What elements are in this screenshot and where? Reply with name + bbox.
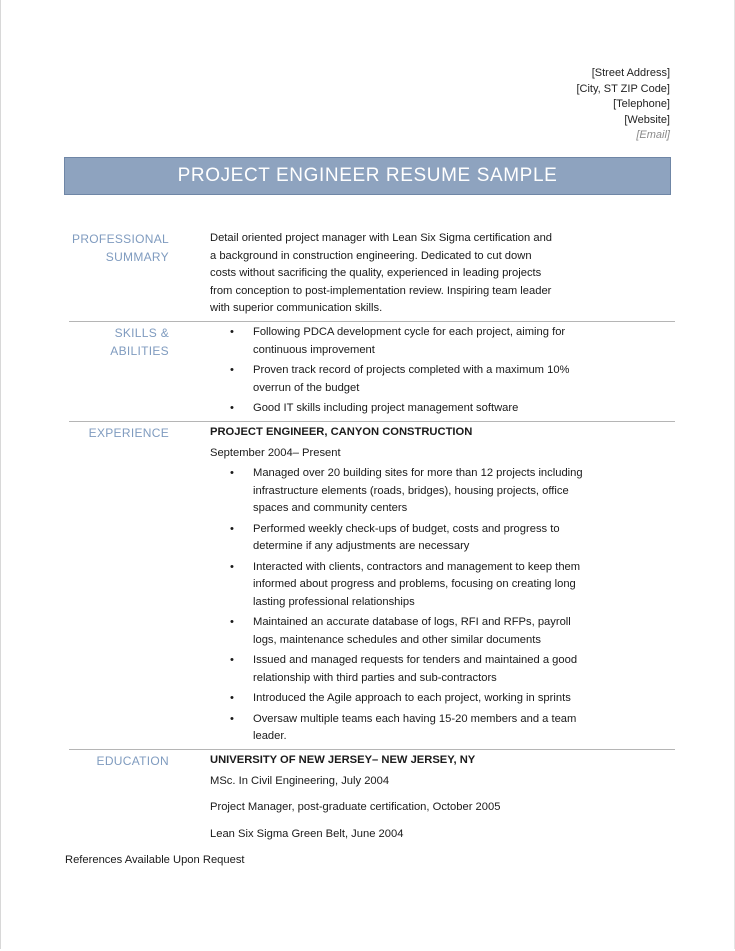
summary-label-line2: SUMMARY xyxy=(105,250,169,264)
bullet-icon: • xyxy=(230,560,234,573)
list-item xyxy=(210,521,583,556)
experience-text: Oversaw multiple teams each having 15-20 members and a team leader. xyxy=(253,712,577,742)
list-item xyxy=(210,690,583,708)
experience-text: Introduced the Agile approach to each project, working in sprints xyxy=(253,692,571,704)
city-state-zip: [City, ST ZIP Code] xyxy=(576,82,670,95)
email: [Email] xyxy=(636,129,670,141)
contact-block xyxy=(576,66,670,144)
list-item xyxy=(210,465,583,518)
certification-six-sigma: Lean Six Sigma Green Belt, June 2004 xyxy=(210,827,404,840)
skills-section xyxy=(69,321,675,422)
bullet-icon: • xyxy=(230,402,234,414)
bullet-icon: • xyxy=(230,616,234,628)
job-dates: September 2004– Present xyxy=(210,446,341,459)
website: [Website] xyxy=(624,113,670,126)
bullet-icon: • xyxy=(230,467,234,479)
skill-text: Good IT skills including project management software xyxy=(253,402,519,414)
experience-text: Interacted with clients, contractors and management to keep them informed about progress and problems, focusing on creating long lasting professional relationships xyxy=(253,560,581,608)
summary-section xyxy=(69,229,675,321)
telephone: [Telephone] xyxy=(613,98,670,110)
bullet-icon: • xyxy=(230,364,234,376)
degree: MSc. In Civil Engineering, July 2004 xyxy=(210,774,390,787)
summary-label xyxy=(69,230,169,266)
skill-text: Proven track record of projects completed with a maximum 10% overrun of the budget xyxy=(253,364,570,394)
skills-list xyxy=(210,324,570,418)
skills-content xyxy=(210,324,570,421)
experience-text: Managed over 20 building sites for more than 12 projects including infrastructure elements (roads, bridges), housing projects, office spaces and community centers xyxy=(253,467,583,514)
title-banner xyxy=(64,157,671,195)
bullet-icon: • xyxy=(230,654,234,666)
job-title: PROJECT ENGINEER, CANYON CONSTRUCTION xyxy=(210,426,473,438)
list-item xyxy=(210,324,583,359)
experience-section xyxy=(69,421,675,750)
summary-text: Detail oriented project manager with Lean Six Sigma certification and a background in construction engineering. Dedicated to cut down costs without sacrificing the quality, experienced in leading projects from conception to post-implementation review. Inspiring team leader with superior communication skills. xyxy=(210,232,553,314)
experience-list xyxy=(210,465,583,746)
street-address: [Street Address] xyxy=(591,67,670,79)
education-section xyxy=(69,749,675,846)
experience-text: Issued and managed requests for tenders and maintained a good relationship with third parties and sub-contractors xyxy=(253,654,578,684)
references-note: References Available Upon Request xyxy=(65,854,245,866)
list-item xyxy=(210,711,583,746)
experience-text: Maintained an accurate database of logs, RFI and RFPs, payroll logs, maintenance schedules and other similar documents xyxy=(253,616,571,646)
list-item xyxy=(210,652,583,687)
skills-label: SKILLS & ABILITIES xyxy=(110,326,169,358)
bullet-icon: • xyxy=(230,692,234,704)
experience-text: Performed weekly check-ups of budget, costs and progress to determine if any adjustments are necessary xyxy=(253,522,560,552)
summary-label-line1: PROFESSIONAL xyxy=(72,232,169,246)
page-title: PROJECT ENGINEER RESUME SAMPLE xyxy=(177,165,558,186)
list-item xyxy=(210,559,583,612)
list-item xyxy=(210,614,583,649)
certification-pm: Project Manager, post-graduate certification, October 2005 xyxy=(210,801,501,813)
skill-text: Following PDCA development cycle for each project, aiming for continuous improvement xyxy=(253,326,566,356)
bullet-icon: • xyxy=(230,522,234,535)
school-name: UNIVERSITY OF NEW JERSEY– NEW JERSEY, NY xyxy=(210,754,476,766)
experience-label: EXPERIENCE xyxy=(88,426,169,440)
bullet-icon: • xyxy=(230,712,234,725)
education-label: EDUCATION xyxy=(96,754,169,768)
list-item xyxy=(210,400,583,418)
bullet-icon: • xyxy=(230,326,234,338)
summary-content xyxy=(210,230,560,318)
education-content xyxy=(210,752,610,843)
list-item xyxy=(210,362,583,397)
experience-content xyxy=(210,424,583,749)
